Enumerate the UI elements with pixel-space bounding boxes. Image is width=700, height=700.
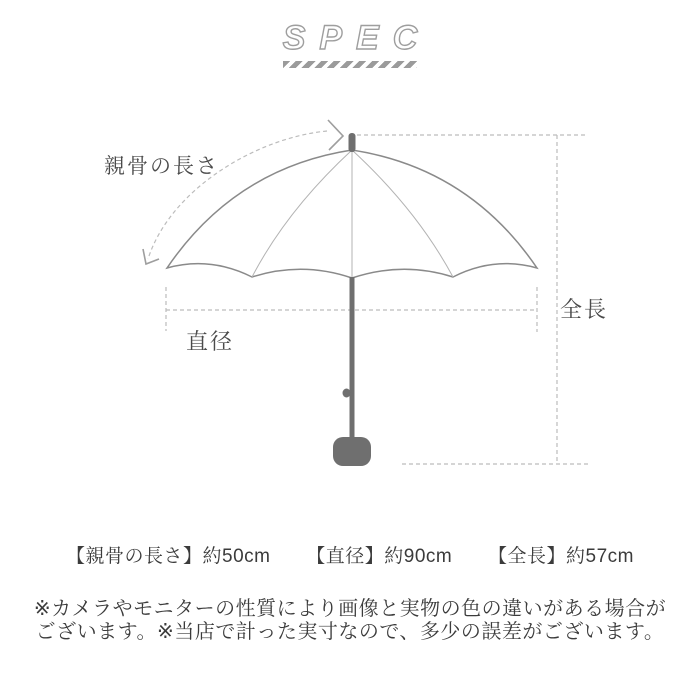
umbrella-runner-knob [343,389,351,398]
diameter-label: 直径 [186,329,235,354]
spec-item-rib-length: 【親骨の長さ】約50cm [66,546,271,567]
disclaimer-line-1: ※カメラやモニターの性質により画像と実物の色の違いがある場合が [33,598,667,620]
disclaimer-note [0,598,700,644]
umbrella-shaft [350,277,355,440]
disclaimer-line-2: ございます。※当店で計った実寸なので、多少の誤差がございます。 [35,621,665,643]
arrowhead-right-icon [328,120,343,150]
spec-measurements-line [0,541,700,568]
umbrella-handle [333,437,371,466]
total-length-label: 全長 [560,297,609,322]
spec-item-diameter: 【直径】約90cm [306,546,453,567]
spec-item-total-length: 【全長】約57cm [488,546,634,567]
spec-title: SPEC [282,19,432,57]
arrowhead-left-icon [143,249,159,264]
rib-length-label: 親骨の長さ [104,155,219,178]
umbrella-tip [349,133,356,152]
